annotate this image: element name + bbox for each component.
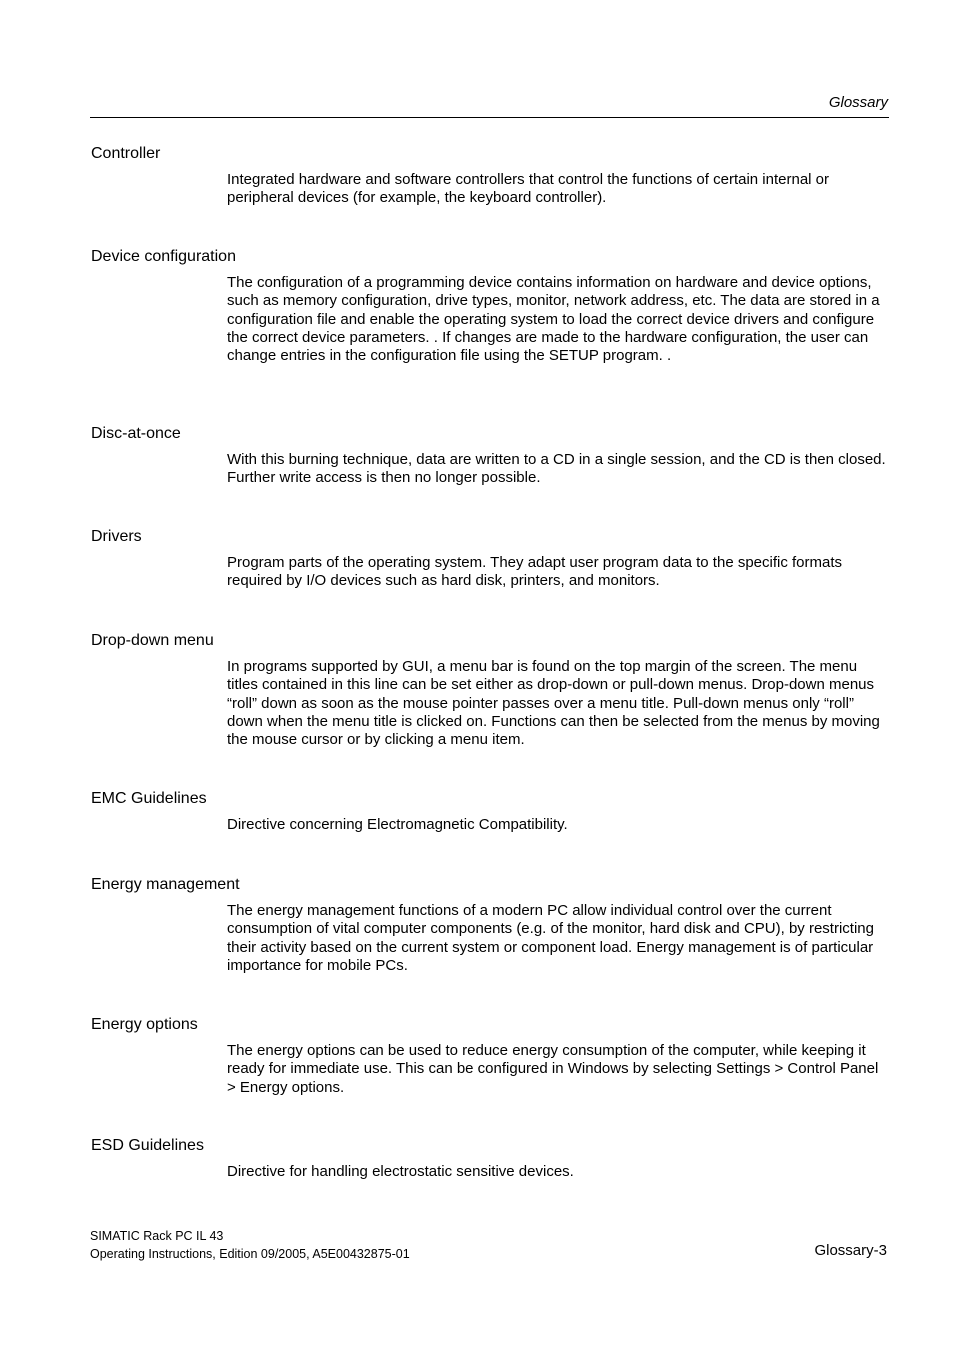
term-energy-options: Energy options — [91, 1016, 198, 1033]
term-drop-down-menu: Drop-down menu — [91, 632, 214, 649]
term-device-configuration: Device configuration — [91, 248, 236, 265]
footer-edition: Operating Instructions, Edition 09/2005, A5E00432875-01 — [90, 1247, 410, 1261]
footer-product-name: SIMATIC Rack PC IL 43 — [90, 1229, 224, 1243]
term-esd-guidelines: ESD Guidelines — [91, 1137, 204, 1154]
term-drivers: Drivers — [91, 528, 142, 545]
footer-document-info — [90, 1227, 410, 1263]
term-controller: Controller — [91, 145, 161, 162]
running-header: Glossary — [828, 94, 888, 111]
page-number: Glossary-3 — [814, 1242, 887, 1259]
definition-emc-guidelines: Directive concerning Electromagnetic Compatibility. — [227, 816, 568, 833]
definition-esd-guidelines: Directive for handling electrostatic sensitive devices. — [227, 1163, 574, 1180]
term-disc-at-once: Disc-at-once — [91, 425, 181, 442]
definition-drivers: Program parts of the operating system. They adapt user program data to the specific formats required by I/O devices such as hard disk, printers, and monitors. — [227, 554, 843, 590]
definition-energy-options: The energy options can be used to reduce energy consumption of the computer, while keeping it ready for immediate use. This can be configured in Windows by selecting Settings > Control Panel > Energy options. — [227, 1042, 879, 1096]
term-emc-guidelines: EMC Guidelines — [91, 790, 207, 807]
definition-disc-at-once: With this burning technique, data are written to a CD in a single session, and the CD is then closed. Further write access is then no longer possible. — [227, 451, 886, 487]
definition-drop-down-menu: In programs supported by GUI, a menu bar is found on the top margin of the screen. The menu titles contained in this line can be set either as drop-down or pull-down menus. Drop-down menus “roll” down as soon as the mouse pointer passes over a menu title. Pull-down menus only “roll” down when the menu title is clicked on. Functions can then be selected from the menus by moving the mouse cursor or by clicking a menu item. — [227, 658, 880, 749]
definition-controller: Integrated hardware and software controllers that control the functions of certain internal or peripheral devices (for example, the keyboard controller). — [227, 171, 829, 207]
term-energy-management: Energy management — [91, 876, 240, 893]
definition-energy-management: The energy management functions of a modern PC allow individual control over the current consumption of vital computer components (e.g. of the monitor, hard disk and CPU), by restricting their activity based on the current system or component load. Energy management is of particular importance for mobile PCs. — [227, 902, 874, 974]
definition-device-configuration: The configuration of a programming device contains information on hardware and device options, such as memory configuration, drive types, monitor, network address, etc. The data are stored in a configuration file and enable the operating system to load the correct device drivers and configure the correct device parameters. . If changes are made to the hardware configuration, the user can change entries in the configuration file using the SETUP program. . — [227, 274, 880, 365]
header-divider — [90, 117, 889, 118]
